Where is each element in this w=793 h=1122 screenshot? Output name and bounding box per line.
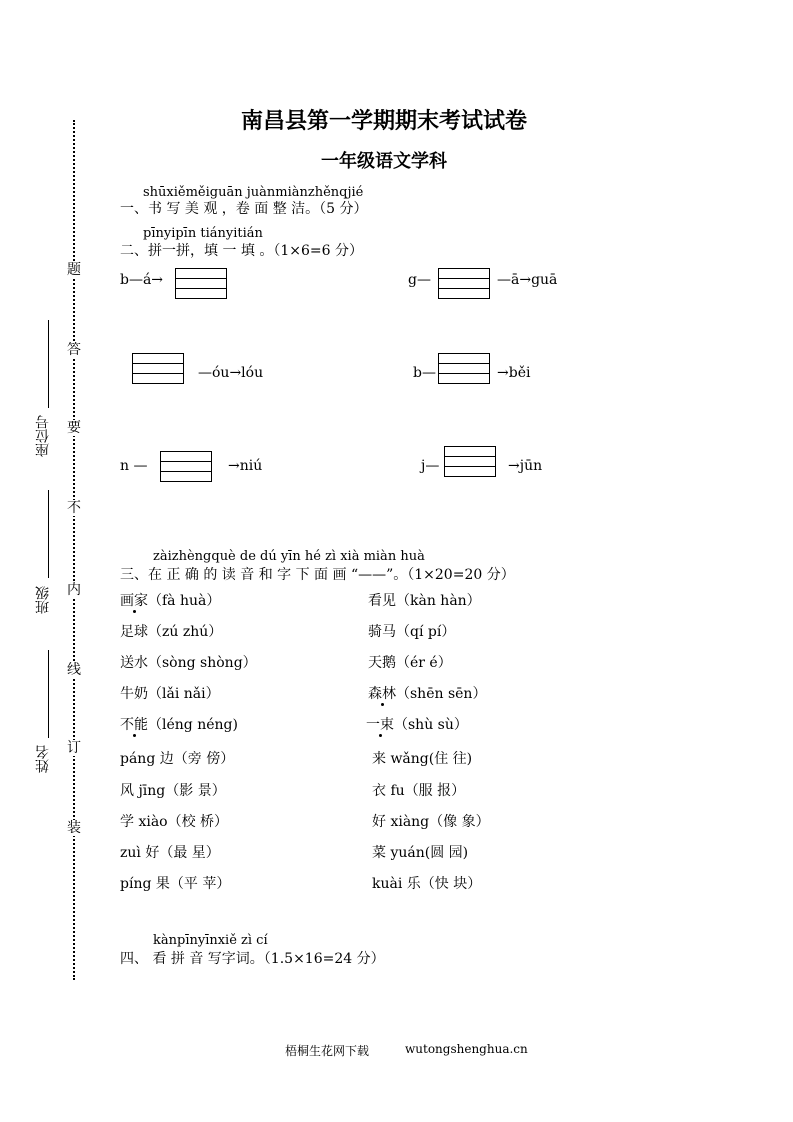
name-line[interactable]: [48, 650, 49, 738]
pinyin-item-5-post: →niú: [228, 458, 263, 474]
choice-row[interactable]: [368, 621, 455, 641]
footer-url[interactable]: wutongshenghua.cn: [405, 1042, 528, 1056]
choice-word: 森林: [368, 686, 396, 702]
choice-options: （影 景）: [165, 783, 226, 799]
choice-word: 菜 yuán: [372, 845, 425, 861]
choice-options: （校 桥）: [167, 814, 229, 830]
choice-word: 风 jīng: [120, 783, 166, 799]
choice-word: 来 wǎng: [372, 751, 429, 767]
choice-options: (住 往): [428, 751, 473, 767]
binding-char: 订: [67, 740, 81, 756]
binding-char: 线: [67, 662, 81, 678]
pinyin-blank-1[interactable]: [175, 268, 227, 299]
choice-word: píng 果: [120, 876, 170, 892]
pinyin-item-2-post: —ā→guā: [497, 272, 558, 288]
choice-row[interactable]: [120, 842, 220, 862]
binding-char: 要: [67, 420, 81, 436]
pinyin-item-4-post: →běi: [497, 365, 531, 381]
pinyin-item-6-pre: j—: [421, 458, 440, 474]
choice-word: 看见: [368, 593, 396, 609]
binding-char: 装: [67, 820, 81, 836]
pinyin-blank-2[interactable]: [438, 268, 490, 299]
section1-pinyin: shūxiěměiguān juànmiànzhěnqjié: [143, 185, 364, 200]
choice-options: （fà huà）: [148, 593, 221, 609]
section4-pinyin: kànpīnyīnxiě zì cí: [153, 933, 268, 948]
choice-word: páng 边: [120, 751, 174, 767]
choice-row[interactable]: [120, 873, 230, 893]
choice-options: （旁 傍）: [173, 751, 235, 767]
choice-row[interactable]: [372, 811, 490, 831]
choice-options: （平 苹）: [169, 876, 231, 892]
choice-row[interactable]: [372, 780, 465, 800]
choice-row[interactable]: [372, 748, 472, 768]
pinyin-blank-5[interactable]: [160, 451, 212, 482]
choice-row[interactable]: [366, 714, 468, 734]
choice-options: （shù sù）: [394, 717, 468, 733]
binding-char: 内: [67, 582, 81, 598]
pinyin-item-6-post: →jūn: [508, 458, 543, 474]
section1-heading: 一、书 写 美 观 ，卷 面 整 洁。（5 分）: [120, 201, 368, 217]
choice-options: （sòng shòng）: [148, 655, 257, 671]
pinyin-blank-6[interactable]: [444, 446, 496, 477]
choice-options: （léng néng): [148, 717, 238, 733]
binding-char: 不: [67, 500, 81, 516]
choice-options: （快 块）: [420, 876, 482, 892]
choice-row[interactable]: [120, 714, 238, 734]
class-label: 班级: [35, 586, 51, 614]
choice-word: 画家: [120, 593, 148, 609]
choice-word: 天鹅: [368, 655, 396, 671]
section2-heading: 二、拼一拼，填 一 填 。（1×6=6 分）: [120, 243, 363, 259]
choice-row[interactable]: [368, 652, 452, 672]
choice-options: （最 星）: [159, 845, 220, 861]
choice-options: (圆 园): [424, 845, 469, 861]
choice-options: （ér é）: [396, 655, 452, 671]
choice-options: （zú zhú）: [148, 624, 223, 640]
class-line[interactable]: [48, 490, 49, 578]
choice-options: （kàn hàn）: [396, 593, 481, 609]
choice-word: 好 xiàng: [372, 814, 430, 830]
pinyin-item-3-post: —óu→lóu: [198, 365, 264, 381]
choice-row[interactable]: [368, 683, 486, 703]
choice-word: 牛奶: [120, 686, 148, 702]
choice-options: （服 报）: [404, 783, 466, 799]
choice-options: （shēn sēn）: [396, 686, 487, 702]
choice-options: （lǎi nǎi）: [148, 686, 220, 702]
seat-number-label: 座位号: [35, 415, 51, 457]
binding-char: 题: [67, 262, 81, 278]
section3-heading: 三、在 正 确 的 读 音 和 字 下 面 画 “——”。（1×20=20 分）: [120, 567, 515, 583]
choice-word: 衣 fu: [372, 783, 405, 799]
choice-word: zuì 好: [120, 845, 160, 861]
choice-row[interactable]: [372, 842, 468, 862]
page-title: 南昌县第一学期期末考试试卷: [241, 109, 528, 134]
choice-row[interactable]: [120, 780, 226, 800]
section3-pinyin: zàizhèngquè de dú yīn hé zì xià miàn huà: [153, 549, 425, 564]
choice-row[interactable]: [120, 590, 220, 610]
binding-dotted-line: [73, 120, 75, 980]
pinyin-blank-4[interactable]: [438, 353, 490, 384]
choice-options: （qí pí）: [396, 624, 456, 640]
name-label: 姓名: [35, 745, 51, 773]
page-subtitle: 一年级语文学科: [321, 151, 447, 172]
choice-options: （像 象）: [429, 814, 490, 830]
choice-row[interactable]: [368, 590, 481, 610]
binding-char: 答: [67, 342, 81, 358]
choice-row[interactable]: [372, 873, 481, 893]
choice-row[interactable]: [120, 621, 222, 641]
choice-row[interactable]: [120, 652, 257, 672]
section4-heading: 四、 看 拼 音 写字词。（1.5×16=24 分）: [120, 951, 385, 967]
pinyin-blank-3[interactable]: [132, 353, 184, 384]
pinyin-item-4-pre: b—: [413, 365, 436, 381]
pinyin-item-5-pre: n —: [120, 458, 148, 474]
pinyin-item-2-pre: g—: [408, 272, 431, 288]
choice-word: 不能: [120, 717, 148, 733]
footer-site-name: 梧桐生花网下载: [285, 1044, 370, 1058]
choice-row[interactable]: [120, 811, 228, 831]
section2-pinyin: pīnyipīn tiányitián: [143, 226, 263, 241]
seat-number-line[interactable]: [48, 320, 49, 408]
pinyin-item-1-pre: b—á→: [120, 272, 164, 288]
choice-word: 一束: [366, 717, 394, 733]
choice-word: 学 xiào: [120, 814, 168, 830]
choice-word: 足球: [120, 624, 148, 640]
choice-word: 骑马: [368, 624, 396, 640]
choice-word: 送水: [120, 655, 148, 671]
choice-row[interactable]: [120, 683, 220, 703]
choice-row[interactable]: [120, 748, 234, 768]
choice-word: kuài 乐: [372, 876, 421, 892]
